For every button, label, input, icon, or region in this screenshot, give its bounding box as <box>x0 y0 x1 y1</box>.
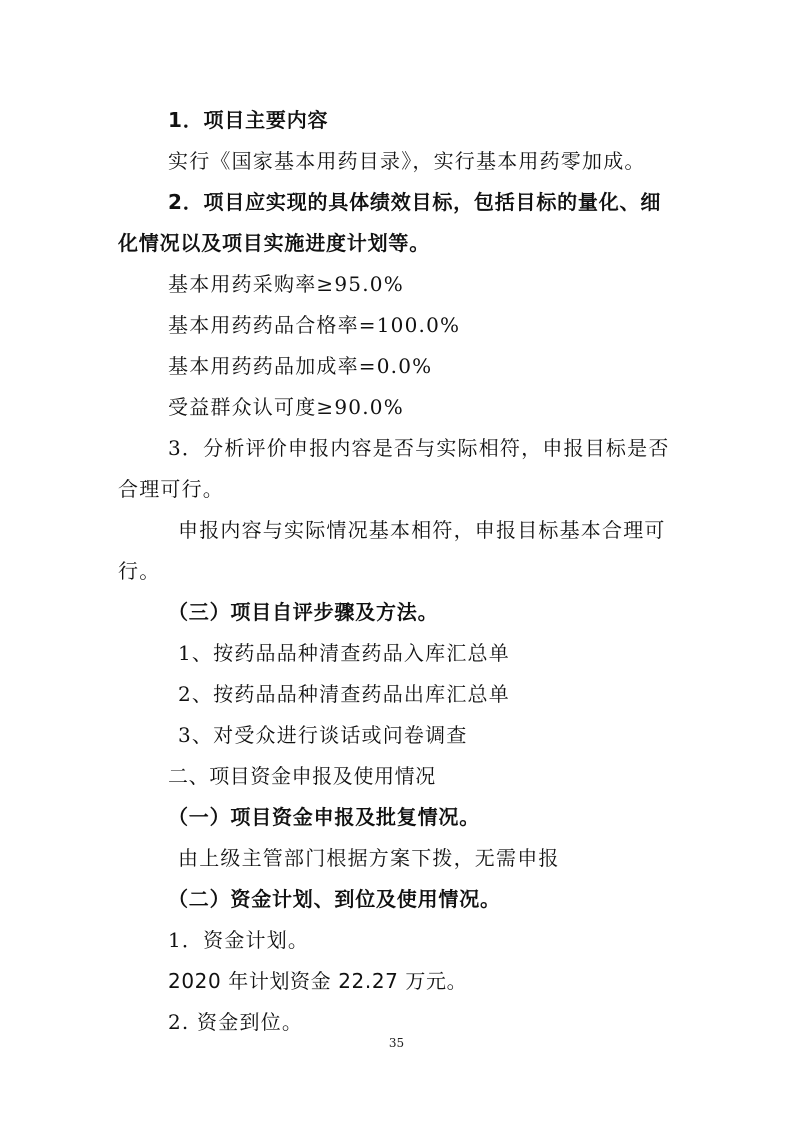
paragraph-analysis: 申报内容与实际情况基本相符，申报目标基本合理可 <box>178 518 666 542</box>
section-heading-analysis: 3．分析评价申报内容是否与实际相符，申报目标是否 <box>168 436 670 460</box>
section-heading-self-evaluation: （三）项目自评步骤及方法。 <box>168 600 439 624</box>
chapter-heading-funding: 二、项目资金申报及使用情况 <box>168 764 436 788</box>
paragraph-funding-application: 由上级主管部门根据方案下拨，无需申报 <box>178 846 560 870</box>
step-item-3: 3、对受众进行谈话或问卷调查 <box>178 723 468 747</box>
goal-item-procurement-rate: 基本用药采购率≥95.0% <box>168 272 404 296</box>
step-item-1: 1、按药品品种清查药品入库汇总单 <box>178 641 510 665</box>
section-heading-performance-goals-continued: 化情况以及项目实施进度计划等。 <box>118 231 430 255</box>
goal-item-qualification-rate: 基本用药药品合格率=100.0% <box>168 313 461 337</box>
section-heading-performance-goals: 2．项目应实现的具体绩效目标，包括目标的量化、细 <box>168 190 662 214</box>
goal-item-satisfaction-rate: 受益群众认可度≥90.0% <box>168 395 404 419</box>
paragraph-funding-amount: 2020 年计划资金 22.27 万元。 <box>168 969 468 993</box>
section-heading-analysis-continued: 合理可行。 <box>118 477 224 501</box>
paragraph-analysis-continued: 行。 <box>118 559 161 583</box>
paragraph-project-content: 实行《国家基本用药目录》，实行基本用药零加成。 <box>168 149 646 173</box>
section-heading-funding-application: （一）项目资金申报及批复情况。 <box>168 805 480 829</box>
goal-item-markup-rate: 基本用药药品加成率=0.0% <box>168 354 433 378</box>
section-heading-project-content: 1．项目主要内容 <box>168 108 329 132</box>
step-item-2: 2、按药品品种清查药品出库汇总单 <box>178 682 510 706</box>
page-number: 35 <box>388 1036 405 1050</box>
section-heading-funding-plan: （二）资金计划、到位及使用情况。 <box>168 887 501 911</box>
subsection-heading-funding-plan: 1．资金计划。 <box>168 928 310 952</box>
subsection-heading-funding-arrival: 2. 资金到位。 <box>168 1010 304 1034</box>
